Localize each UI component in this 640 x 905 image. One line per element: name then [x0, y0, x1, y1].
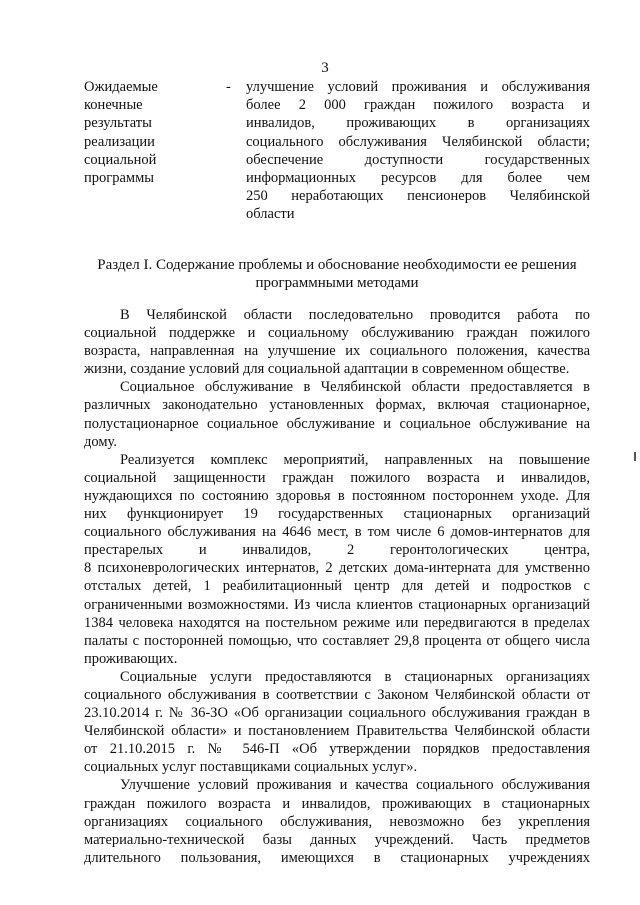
page-number: 3 — [321, 60, 329, 76]
summary-label-line: программы — [84, 170, 154, 187]
paragraph-line: престарелых и инвалидов, 2 геронтологических центра, — [84, 542, 590, 559]
summary-text-line: улучшение условий проживания и обслуживания — [246, 79, 590, 95]
paragraph-line: палаты с посторонней помощью, что составляет 29,8 процента от общего числа — [84, 632, 590, 649]
summary-label-line: Ожидаемые — [84, 79, 158, 95]
section-heading — [84, 256, 590, 292]
paragraph-line: граждан пожилого возраста и инвалидов, проживающих в стационарных — [84, 795, 590, 812]
summary-dash: - — [226, 79, 231, 95]
paragraph — [84, 306, 590, 378]
edge-mark — [634, 452, 636, 461]
paragraph-line: отсталых детей, 1 реабилитационный центр для детей и подростков с — [84, 578, 590, 595]
paragraph — [84, 451, 590, 668]
body-text — [84, 306, 590, 867]
paragraph-line: возраста, направленная на улучшение их социального положения, качества — [84, 343, 590, 360]
paragraph-line: социального обслуживания в соответствии с Законом Челябинской области от — [84, 686, 590, 703]
paragraph-line: 8 психоневрологических интернатов, 2 детских дома-интерната для умственно — [84, 560, 590, 577]
paragraph — [84, 776, 590, 866]
summary-text-line: инвалидов, проживающих в организациях — [246, 115, 590, 132]
paragraph-line: социальных услуг поставщиками социальных услуг». — [84, 759, 418, 776]
summary-text-line: социального обслуживания Челябинской области; — [246, 133, 590, 150]
paragraph-line: нуждающихся по состоянию здоровья в постоянном постороннем уходе. Для — [84, 487, 590, 504]
summary-text — [246, 78, 590, 224]
paragraph — [84, 378, 590, 450]
summary-text-line: более 2 000 граждан пожилого возраста и — [246, 97, 590, 114]
paragraph-line: материально-технической базы данных учреждений. Часть предметов — [84, 831, 590, 848]
paragraph-line: ограниченными возможностями. Из числа клиентов стационарных организаций — [84, 596, 590, 613]
paragraph-line: 23.10.2014 г. № 36-ЗО «Об организации социального обслуживания граждан в — [84, 705, 590, 722]
summary-text-line: 250 неработающих пенсионеров Челябинской — [246, 188, 590, 205]
paragraph-line: жизни, создание условий для социальной адаптации в современном обществе. — [84, 361, 570, 378]
summary-label-line: реализации — [84, 133, 155, 150]
paragraph-line: проживающих. — [84, 650, 178, 667]
summary-label-line: социальной — [84, 151, 157, 168]
summary-block — [84, 78, 590, 223]
section-heading-line: Раздел I. Содержание проблемы и обоснование необходимости ее решения — [97, 257, 577, 273]
paragraph-line: Челябинской области» и постановлением Правительства Челябинской области — [84, 723, 590, 740]
summary-label — [84, 78, 214, 187]
summary-label-line: результаты — [84, 115, 152, 132]
summary-text-line: информационных ресурсов для более чем — [246, 170, 590, 187]
paragraph-line: длительного пользования, имеющихся в стационарных учреждениях — [84, 849, 590, 866]
paragraph-line: социальной поддержке и социальному обслуживанию граждан пожилого — [84, 325, 590, 342]
paragraph-line: полустационарное социальное обслуживание и социальное обслуживание на — [84, 415, 590, 432]
paragraph — [84, 668, 590, 777]
paragraph-line: социальной защищенности граждан пожилого возраста и инвалидов, — [84, 469, 590, 486]
paragraph-line: организациях социального обслуживания, невозможно без укрепления — [84, 813, 590, 830]
paragraph-line: от 21.10.2015 г. № 546-П «Об утверждении порядков предоставления — [84, 741, 590, 758]
summary-text-line: обеспечение доступности государственных — [246, 151, 590, 168]
paragraph-line: дому. — [84, 433, 117, 450]
paragraph-line: В Челябинской области последовательно проводится работа по — [120, 307, 590, 323]
paragraph-line: Улучшение условий проживания и качества социального обслуживания — [120, 777, 590, 794]
paragraph-line: социального обслуживания на 4646 мест, в том числе 6 домов-интернатов для — [84, 524, 590, 541]
summary-text-line: области — [246, 206, 295, 223]
paragraph-line: 1384 человека находятся на постельном режиме или передвигаются в пределах — [84, 614, 590, 631]
paragraph-line: Социальные услуги предоставляются в стационарных организациях — [120, 668, 590, 685]
summary-label-line: конечные — [84, 97, 143, 114]
paragraph-line: Социальное обслуживание в Челябинской области предоставляется в — [120, 379, 590, 396]
paragraph-line: различных законодательно установленных формах, включая стационарное, — [84, 397, 590, 414]
paragraph-line: Реализуется комплекс мероприятий, направленных на повышение — [120, 451, 590, 468]
section-heading-line: программными методами — [255, 275, 419, 291]
paragraph-line: них функционирует 19 государственных стационарных организаций — [84, 506, 590, 523]
